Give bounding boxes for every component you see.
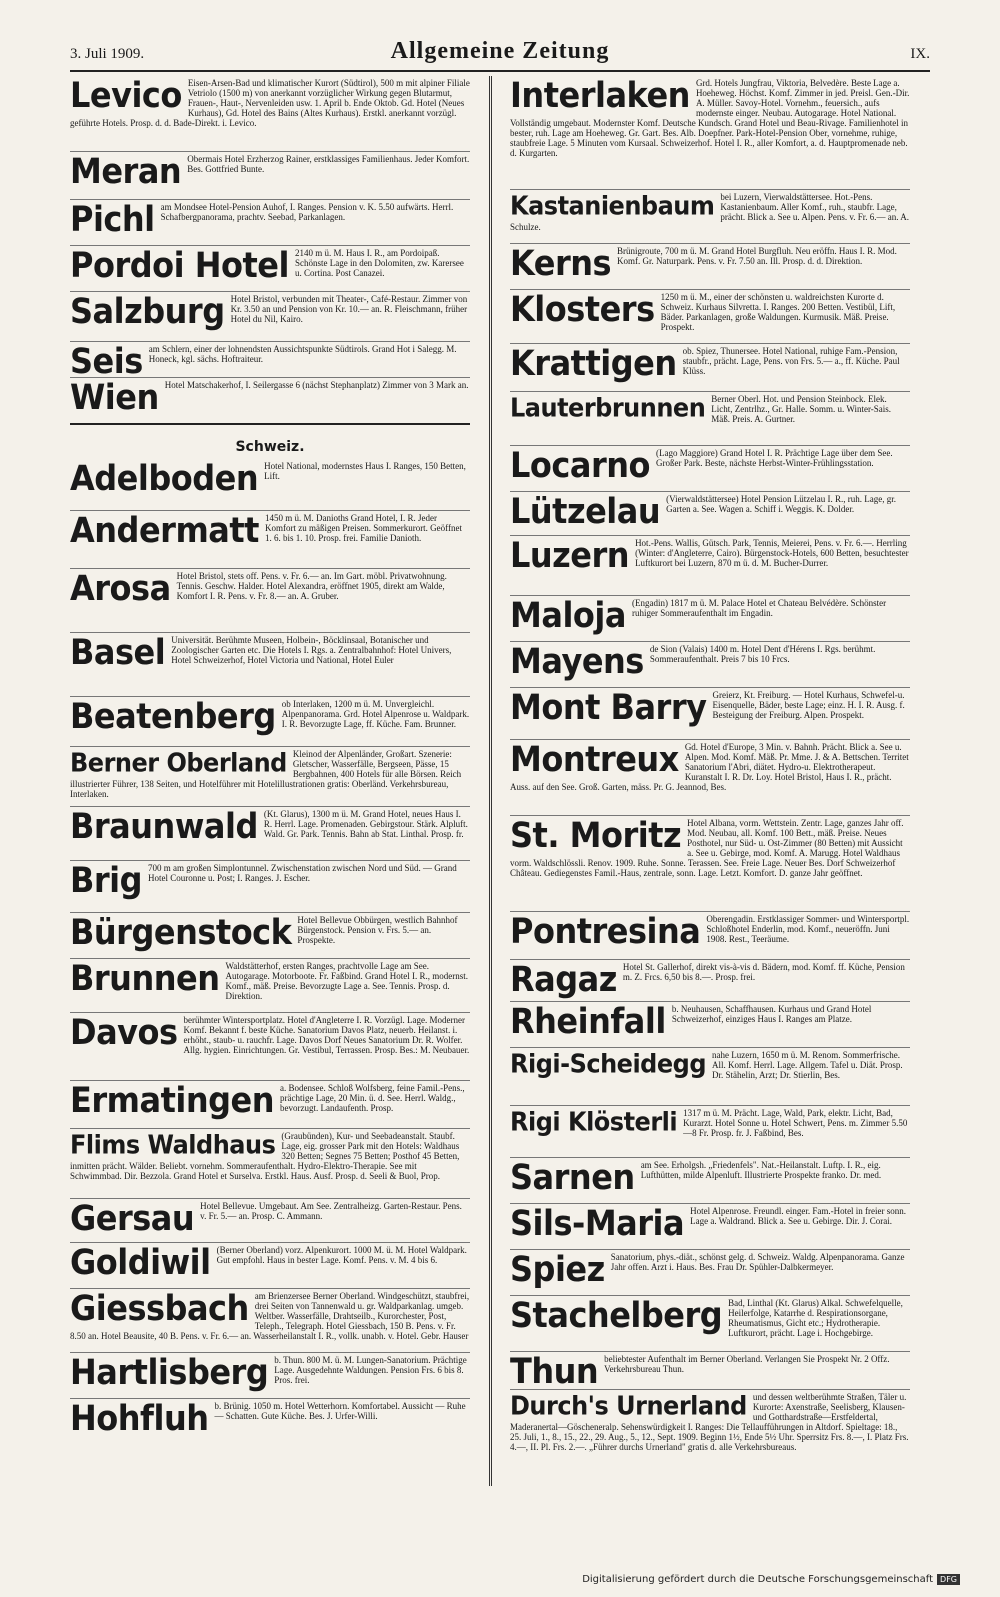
ad-text: ob Interlaken, 1200 m ü. M. Unvergleichl. Alpenpanorama. Grd. Hotel Alpenrose u. Waldpark. I. R. Bevorzugte Lage, ff. Küche. Fam. Brunner. [281,699,470,729]
place-name: Meran [70,152,182,192]
place-name: Brig [70,861,143,901]
place-name: Pontresina [510,912,701,952]
ad-text: (Vierwaldstättersee) Hotel Pension Lützelau I. R., ruh. Lage, gr. Garten a. See. Wagen a. Schiff i. Weggis. K. Dolder. [666,494,897,514]
place-name: Berner Oberland [70,747,287,779]
ad-text: beliebtester Aufenthalt im Berner Oberland. Verlangen Sie Prospekt Nr. 2 Offz. Verkehrsbureau Thun. [604,1354,890,1374]
ad-text: 1450 m ü. M. Danioths Grand Hotel, I. R. Jeder Komfort zu mäßigen Preisen. Sommerkurort. Geöffnet 1. 6. bis 1. 10. Prosp. frei. Familie Danioth. [264,513,463,543]
ad-text: (Berner Oberland) vorz. Alpenkurort. 1000 M. ü. M. Hotel Waldpark. Gut empfohl. Haus in bester Lage. Komf. Pens. v. M. 4 bis 6. [216,1245,467,1265]
advertisement [510,492,910,536]
place-name: Mont Barry [510,688,707,728]
ad-text: Hotel Bellevue Obbürgen, westlich Bahnhof Bürgenstock. Pension v. Frs. 5.— an. Prospekte. [297,915,458,945]
column-separator [489,76,492,1486]
advertisement [510,960,910,1002]
ad-text: Gd. Hotel d'Europe, 3 Min. v. Bahnh. Prächt. Blick a. See u. Alpen. Mod. Komf. Mäß. Pr. Mme. J. & A. Bettschen. Territet Sanatorium l'Abri, diätet. Hydro-u. Elektrotherapeut. Kuranstalt I. R. Dr. Loy. Hotel Bristol, Haus I. R., prächt. Auss. auf den See. Groß. Garten, mäss. Pr. G. Jeannod, Bes. [510,742,909,792]
place-name: Hartlisberg [70,1353,269,1393]
advertisement [510,740,910,816]
page-number: IX. [910,46,930,62]
place-name: Rigi Klösterli [510,1106,678,1138]
advertisement [70,511,470,569]
ad-text: (Lago Maggiore) Grand Hotel I. R. Prächtige Lage über dem See. Großer Park. Beste, nächste Herbst-Winter-Frühlingsstation. [655,448,893,468]
ad-text: Universität. Berühmte Museen, Holbein-, Böcklinsaal, Botanischer und Zoologischer Garten etc. Die Hotels I. Rgs. a. Zentralbahnhof: Hotel Univers, Hotel Schweizerhof, Hotel Victoria und National, Hotel Euler [171,635,452,665]
ad-text: Hotel St. Gallerhof, direkt vis-à-vis d. Bädern, mod. Komf. ff. Küche, Pension m. Z. Frcs. 6,50 bis 8.—. Prosp. frei. [622,962,905,982]
place-name: Durch's Urnerland [510,1390,747,1422]
advertisement [70,378,470,419]
place-name: Hohfluh [70,1399,209,1439]
ad-text: am Mondsee Hotel-Pension Auhof, I. Ranges. Pension v. K. 5.50 aufwärts. Herrl. Schafbergpanorama, prachtv. Seebad, Parkanlagen. [160,202,454,222]
ad-text: Hotel Alpenrose. Freundl. einger. Fam.-Hotel in freier sonn. Lage a. Waldrand. Blick a. See u. Gebirge. Dir. J. Corai. [690,1206,907,1226]
advertisement [70,861,470,913]
advertisement [70,1129,470,1199]
advertisement [70,292,470,342]
advertisement [510,392,910,446]
advertisement [510,76,910,190]
ad-text: und dessen weltberühmte Straßen, Täler u. Kurorte: Axenstraße, Seelisberg, Klausen- und Gotthardstraße—Erstfeldertal, Maderanertal—Göscheneralp. Sehenswürdigkeit I. Ranges: Die Tellaufführungen in Altdorf. Spieltage: 18., 25. Juli, 1., 8., 15., 22., 29. Aug., 5., 12., Sept. 1909. Beginn 1½, Ende 5½ Uhr. Sperrsitz Frs. 8.—, I. Platz Frs. 4.—, II. Pl. Frs. 2.—. „Führer durchs Urnerland" gratis d. alle Verkehrsbureaus. [510,1392,909,1452]
advertisement [70,342,470,378]
advertisement [70,1243,470,1289]
ad-text: bei Luzern, Vierwaldstättersee. Hot.-Pens. Kastanienbaum. Aller Komf., ruh., staubfr. Lage, prächt. Blick a. See u. Alpen. Pens. v. Fr. 6.— an. A. Schulze. [510,192,910,232]
place-name: Thun [510,1352,599,1390]
advertisement [70,246,470,292]
place-name: Salzburg [70,292,225,332]
digitization-credit [582,1574,960,1585]
ad-text: de Sion (Valais) 1400 m. Hotel Dent d'Hérens I. Rgs. berühmt. Sommeraufenthalt. Preis 7 bis 10 Frcs. [649,644,876,664]
left-column [70,76,470,1444]
place-name: Klosters [510,290,655,330]
ad-text: Brünigroute, 700 m ü. M. Grand Hotel Burgfluh. Neu eröffn. Haus I. R. Mod. Komf. Gr. Naturpark. Pens. v. Fr. 7.50 an. Ill. Prosp. d. d. Direktion. [617,246,897,266]
advertisement [70,1353,470,1399]
page-header [70,38,930,68]
place-name: Rheinfall [510,1002,666,1042]
place-name: Locarno [510,446,650,486]
ad-text: (Engadin) 1817 m ü. M. Palace Hotel et Chateau Belvédère. Schönster ruhiger Sommeraufenthalt im Engadin. [631,598,887,618]
ad-text: b. Brünig. 1050 m. Hotel Wetterhorn. Komfortabel. Aussicht — Ruhe — Schatten. Gute Küche. Bes. J. Urfer-Willi. [214,1401,466,1421]
place-name: Bürgenstock [70,913,292,953]
ad-text: 2140 m ü. M. Haus I. R., am Pordoipaß. Schönste Lage in den Dolomiten, zw. Karersee u. Cortina. Post Canazei. [294,248,464,278]
advertisement [70,152,470,200]
advertisement [70,76,470,152]
footer-text: Digitalisierung gefördert durch die Deutsche Forschungsgemeinschaft [582,1574,934,1585]
place-name: Kastanienbaum [510,190,715,222]
place-name: Giessbach [70,1289,249,1329]
ad-text: am See. Erholgsh. „Friedenfels". Nat.-Heilanstalt. Luftp. I. R., eig. Lufthütten, milde Alpenluft. Illustrierte Prospekte franko. Dr. med. [640,1160,882,1180]
ad-text: berühmter Wintersportplatz. Hotel d'Angleterre I. R. Vorzügl. Lage. Moderner Komf. Bekannt f. beste Küche. Sanatorium Davos Platz, neuerb. Heilanst. i. erhöht., staub- u. rauchfr. Lage. Davos Dorf Neues Sanatorium Dr. R. Wolfer. Allg. hygien. Einrichtungen. Gr. Vestibul, Terrassen. Prosp. Bes.: M. Neubauer. [183,1015,470,1055]
ad-text: Eisen-Arsen-Bad und klimatischer Kurort (Südtirol), 500 m mit alpiner Filiale Vetriolo (1500 m) von anerkannt vorzüglicher Wirkung gegen Blutarmut, Frauen-, Haut-, Nervenleiden usw. 1. April b. Ende Oktob. Gd. Hotel (Neues Kurhaus), Gd. Hotel des Bains (Altes Kurhaus). Erstkl. anerkannt vorzügl. geführte Hotels. Prosp. d. d. Bade-Direkt. i. Levico. [70,78,470,128]
ad-text: Hotel Bellevue. Umgebaut. Am See. Zentralheizg. Garten-Restaur. Pens. v. Fr. 5.— an. Prosp. C. Ammann. [200,1201,462,1221]
section-title-schweiz: Schweiz. [70,423,470,459]
ad-text: Hotel Bristol, stets off. Pens. v. Fr. 6.— an. Im Gart. möbl. Privatwohnung. Tennis. Geschw. Halder. Hotel Alexandra, eröffnet 1905, direkt am Walde, Komfort I. R. Pens. v. Fr. 8.— an. A. Gruber. [176,571,447,601]
place-name: Ermatingen [70,1081,275,1121]
ad-text: Berner Oberl. Hot. und Pension Steinbock. Elek. Licht, Zentrlhz., Gr. Halle. Somm. u. Winter-Sais. Mäß. Preis. A. Gurtner. [711,394,892,424]
ad-text: a. Bodensee. Schloß Wolfsberg, feine Famil.-Pens., prächtige Lage, 20 Min. ü. d. See. Herrl. Waldg., bevorzugt. Landaufenth. Prosp. [280,1083,465,1113]
ad-text: Greierz, Kt. Freiburg. — Hotel Kurhaus, Schwefel-u. Eisenquelle, Bäder, beste Lage; einz. H. I. R. Ausg. f. Besteigung der Freiburg. Alpen. Prospekt. [712,690,905,720]
ad-text: Hotel Matschakerhof, I. Seilergasse 6 (nächst Stephanplatz) Zimmer von 3 Mark an. [164,380,469,390]
advertisement [510,642,910,688]
place-name: Maloja [510,596,626,636]
advertisement [70,1289,470,1353]
header-rule [70,70,930,72]
place-name: Wien [70,378,159,418]
advertisement [510,596,910,642]
place-name: Levico [70,76,182,116]
advertisement [70,807,470,861]
place-name: Luzern [510,536,630,576]
advertisement [510,190,910,244]
advertisement [510,1002,910,1048]
ad-text: Bad, Linthal (Kt. Glarus) Alkal. Schwefelquelle, Heilerfolge, Katarrhe d. Respirationsorgane, Rheumatismus, Gicht etc.; Hydrotherapie. Luftkurort, prächt. Lage i. Hochgebirge. [728,1298,903,1338]
newspaper-title: Allgemeine Zeitung [390,38,610,64]
place-name: Gersau [70,1199,195,1239]
ad-text: Grd. Hotels Jungfrau, Viktoria, Belvedère. Beste Lage a. Hoeheweg. Höchst. Komf. Zimmer in jed. Preisl. Gen.-Dir. A. Müller. Savoy-Hotel. Vornehm., feuersich., aufs modernste einger. Neubau. Autogarage. Hotel National. Vollständig umgebaut. Modernster Komf. Deutsche Kundsch. Grand Hotel und Beau-Rivage. Familienhotel in bester, ruh. Lage am Hoeheweg. Gr. Gart. Bes. Alb. Doepfner. Park-Hotel-Pension Ober, vornehme, ruhige, staubfreie Lage. 5 Minuten vom Kursaal. Schweizerhof. Hotel I. R., aller Komfort, a. d. Hauptpromenade neb. d. Kurgarten. [510,78,910,158]
place-name: Lützelau [510,492,661,532]
place-name: Mayens [510,642,644,682]
ad-text: (Kt. Glarus), 1300 m ü. M. Grand Hotel, neues Haus I. R. Herrl. Lage. Promenaden. Gebirgstour. Stärk. Alpluft. Wald. Gr. Park. Tennis. Bahn ab Stat. Linthal. Prosp. fr. [263,809,468,839]
place-name: Arosa [70,569,171,609]
ad-text: Hot.-Pens. Wallis, Gütsch. Park, Tennis, Meierei, Pens. v. Fr. 6.—. Herrling (Winter: d'Angleterre, Cairo). Bürgenstock-Hotels, 600 Betten, besuchtester Luftkurort bei Luzern, 870 m ü. d. M. Bucher-Durrer. [635,538,909,568]
ad-text: am Schlern, einer der lohnendsten Aussichtspunkte Südtirols. Grand Hot i Salegg. M. Honeck, kgl. sächs. Hoftraiteur. [148,344,457,364]
place-name: Stachelberg [510,1296,723,1336]
place-name: Spiez [510,1250,605,1290]
place-name: Braunwald [70,807,258,847]
advertisement [70,1013,470,1081]
ad-text: Oberengadin. Erstklassiger Sommer- und Wintersportpl. Schloßhotel Enderlin, mod. Komf., neueröffn. Juni 1908. Rest., Teeräume. [706,914,910,944]
place-name: Montreux [510,740,679,780]
place-name: Krattigen [510,344,677,384]
advertisement [510,244,910,290]
advertisement [510,688,910,740]
dfg-logo: DFG [937,1574,960,1585]
advertisement [70,633,470,697]
place-name: Sarnen [510,1158,635,1198]
place-name: Rigi-Scheidegg [510,1048,706,1080]
ad-text: 700 m am großen Simplontunnel. Zwischenstation zwischen Nord und Süd. — Grand Hotel Couronne u. Post; I. Ranges. J. Escher. [148,863,457,883]
ad-text: Kleinod der Alpenländer, Großart. Szenerie: Gletscher, Wasserfälle, Bergseen, Pässe, 15 Bergbahnen, 400 Hotels für alle Börsen. Reich illustrierter Führer, 138 Seiten, und Hotelführer mit Hotelillustrationen gratis: Oberländ. Verkehrsbureau, Interlaken. [70,749,462,799]
ad-text: Waldstätterhof, ersten Ranges, prachtvolle Lage am See. Autogarage. Motorboote. Fr. Faßbind. Grand Hotel I. R., modernst. Komf., mäß. Preise. Bevorzugte Lage a. See. Tennis. Prosp. d. Direktion. [225,961,468,1001]
place-name: Andermatt [70,511,259,551]
place-name: Adelboden [70,459,259,499]
issue-date: 3. Juli 1909. [70,46,145,62]
ad-text: 1250 m ü. M., einer der schönsten u. waldreichsten Kurorte d. Schweiz. Kurhaus Silvretta. I. Ranges. 200 Betten. Vestibül, Lift, Bäder. Parkanlagen, große Waldungen. Kurmusik. Mäß. Preise. Prospekt. [660,292,896,332]
place-name: Kerns [510,244,612,284]
ad-text: (Graubünden), Kur- und Seebadeanstalt. Staubf. Lage, eig. grosser Park mit den Hotels: Waldhaus 320 Betten; Segnes 75 Betten; Posthof 45 Betten, inmitten prächt. Wälder. Beliebt. vornehm. Sommeraufenthalt. Hydro-Elektro-Therapie. See mit Schwimmbad. Dir. Bezzola. Grand Hotel et Surselva. Erstkl. Haus. Ausf. Prosp. d. Seeli & Buol, Prop. [70,1131,460,1181]
advertisement [510,536,910,596]
advertisement [510,1296,910,1352]
right-column [510,76,910,1479]
advertisement [70,1199,470,1243]
advertisement [510,1204,910,1250]
ad-text: b. Thun. 800 M. ü. M. Lungen-Sanatorium. Prächtige Lage. Ausgedehnte Waldungen. Pension Frs. 6 bis 8. Pros. frei. [274,1355,467,1385]
place-name: Basel [70,633,166,673]
advertisement [510,1158,910,1204]
advertisement [70,697,470,747]
advertisement [70,747,470,807]
advertisement [510,1048,910,1106]
place-name: Ragaz [510,960,617,1000]
advertisement [510,1390,910,1479]
place-name: St. Moritz [510,816,682,856]
advertisement [70,569,470,633]
ad-text: Obermais Hotel Erzherzog Rainer, erstklassiges Familienhaus. Jeder Komfort. Bes. Gottfried Bunte. [187,154,470,174]
ad-text: ob. Spiez, Thunersee. Hotel National, ruhige Fam.-Pension, staubfr., prächt. Lage, Pens. von Frs. 5.— a., ff. Küche. Paul Klüss. [682,346,900,376]
advertisement [70,959,470,1013]
ad-text: Sanatorium, phys.-diät., schönst gelg. d. Schweiz. Waldg. Alpenpanorama. Ganze Jahr offen. Arzt i. Haus. Bes. Frau Dr. Spühler-Dalbkermeyer. [610,1252,905,1272]
ad-text: am Brienzersee Berner Oberland. Windgeschützt, staubfrei, drei Seiten von Tannenwald u. gr. Waldparkanlag. umgeb. Weltber. Wasserfälle, Drahtseilb., Kurorchester, Post, Teleph., Telegraph. Hotel Giessbach, 150 B. Pens. v. Fr. 8.50 an. Hotel Beausite, 40 B. Pens. v. Fr. 6.— an. Wasserheilanstalt I. R., vollk. unabh. v. Hotel. Gebr. Hauser [70,1291,470,1341]
advertisement [510,912,910,960]
advertisement [510,1352,910,1390]
advertisement [510,1250,910,1296]
ad-text: nahe Luzern, 1650 m ü. M. Renom. Sommerfrische. All. Komf. Herrl. Lage. Allgem. Tafel u. Diät. Prosp. Dr. Stähelin, Arzt; Dr. Stierlin, Bes. [712,1050,903,1080]
advertisement [70,913,470,959]
advertisement [510,446,910,492]
advertisement [510,1106,910,1158]
advertisement [70,459,470,511]
ad-text: Hotel Albana, vorm. Wettstein. Zentr. Lage, ganzes Jahr off. Mod. Neubau, all. Komf. 100 Bett., mäß. Preise. Neues Posthotel, nur Süd- u. Ost-Zimmer (80 Betten) mit Aussicht a. See u. Gebirge, mod. Komf. A. Marugg. Hotel Waldhaus vorm. Waldschlössli. Renov. 1909. Ruhe. Sonne. Terassen. See. Freie Lage. Neuer Bes. Dorf Schweizerhof Château. Gediegenstes Famil.-Haus, zentrale, sonn. Lage. Letzt. Komfort. D. ganze Jahr geöffnet. [510,818,904,878]
place-name: Interlaken [510,76,690,116]
place-name: Lauterbrunnen [510,392,706,424]
advertisement [510,290,910,344]
advertisement [70,1081,470,1129]
place-name: Goldiwil [70,1243,211,1283]
advertisement [510,344,910,392]
ad-text: b. Neuhausen, Schaffhausen. Kurhaus und Grand Hotel Schweizerhof, einziges Haus I. Ranges am Platze. [671,1004,872,1024]
ad-text: Hotel Bristol, verbunden mit Theater-, Café-Restaur. Zimmer von Kr. 3.50 an und Pension von Kr. 10.— an. R. Fleischmann, früher Hotel du Nil, Kairo. [230,294,468,324]
place-name: Pichl [70,200,155,240]
place-name: Beatenberg [70,697,276,737]
place-name: Pordoi Hotel [70,246,289,286]
place-name: Sils-Maria [510,1204,685,1244]
place-name: Davos [70,1013,178,1053]
place-name: Seis [70,342,143,378]
place-name: Flims Waldhaus [70,1129,276,1161]
advertisement [70,200,470,246]
advertisement [510,816,910,912]
advertisement [70,1399,470,1444]
ad-text: Hotel National, modernstes Haus I. Ranges, 150 Betten, Lift. [264,461,466,481]
place-name: Brunnen [70,959,220,999]
ad-text: 1317 m ü. M. Prächt. Lage, Wald, Park, elektr. Licht, Bad, Kurarzt. Hotel Sonne u. Hotel Schwert, Pens. m. Zimmer 5.50—8 Fr. Prosp. fr. J. Faßbind, Bes. [683,1108,908,1138]
